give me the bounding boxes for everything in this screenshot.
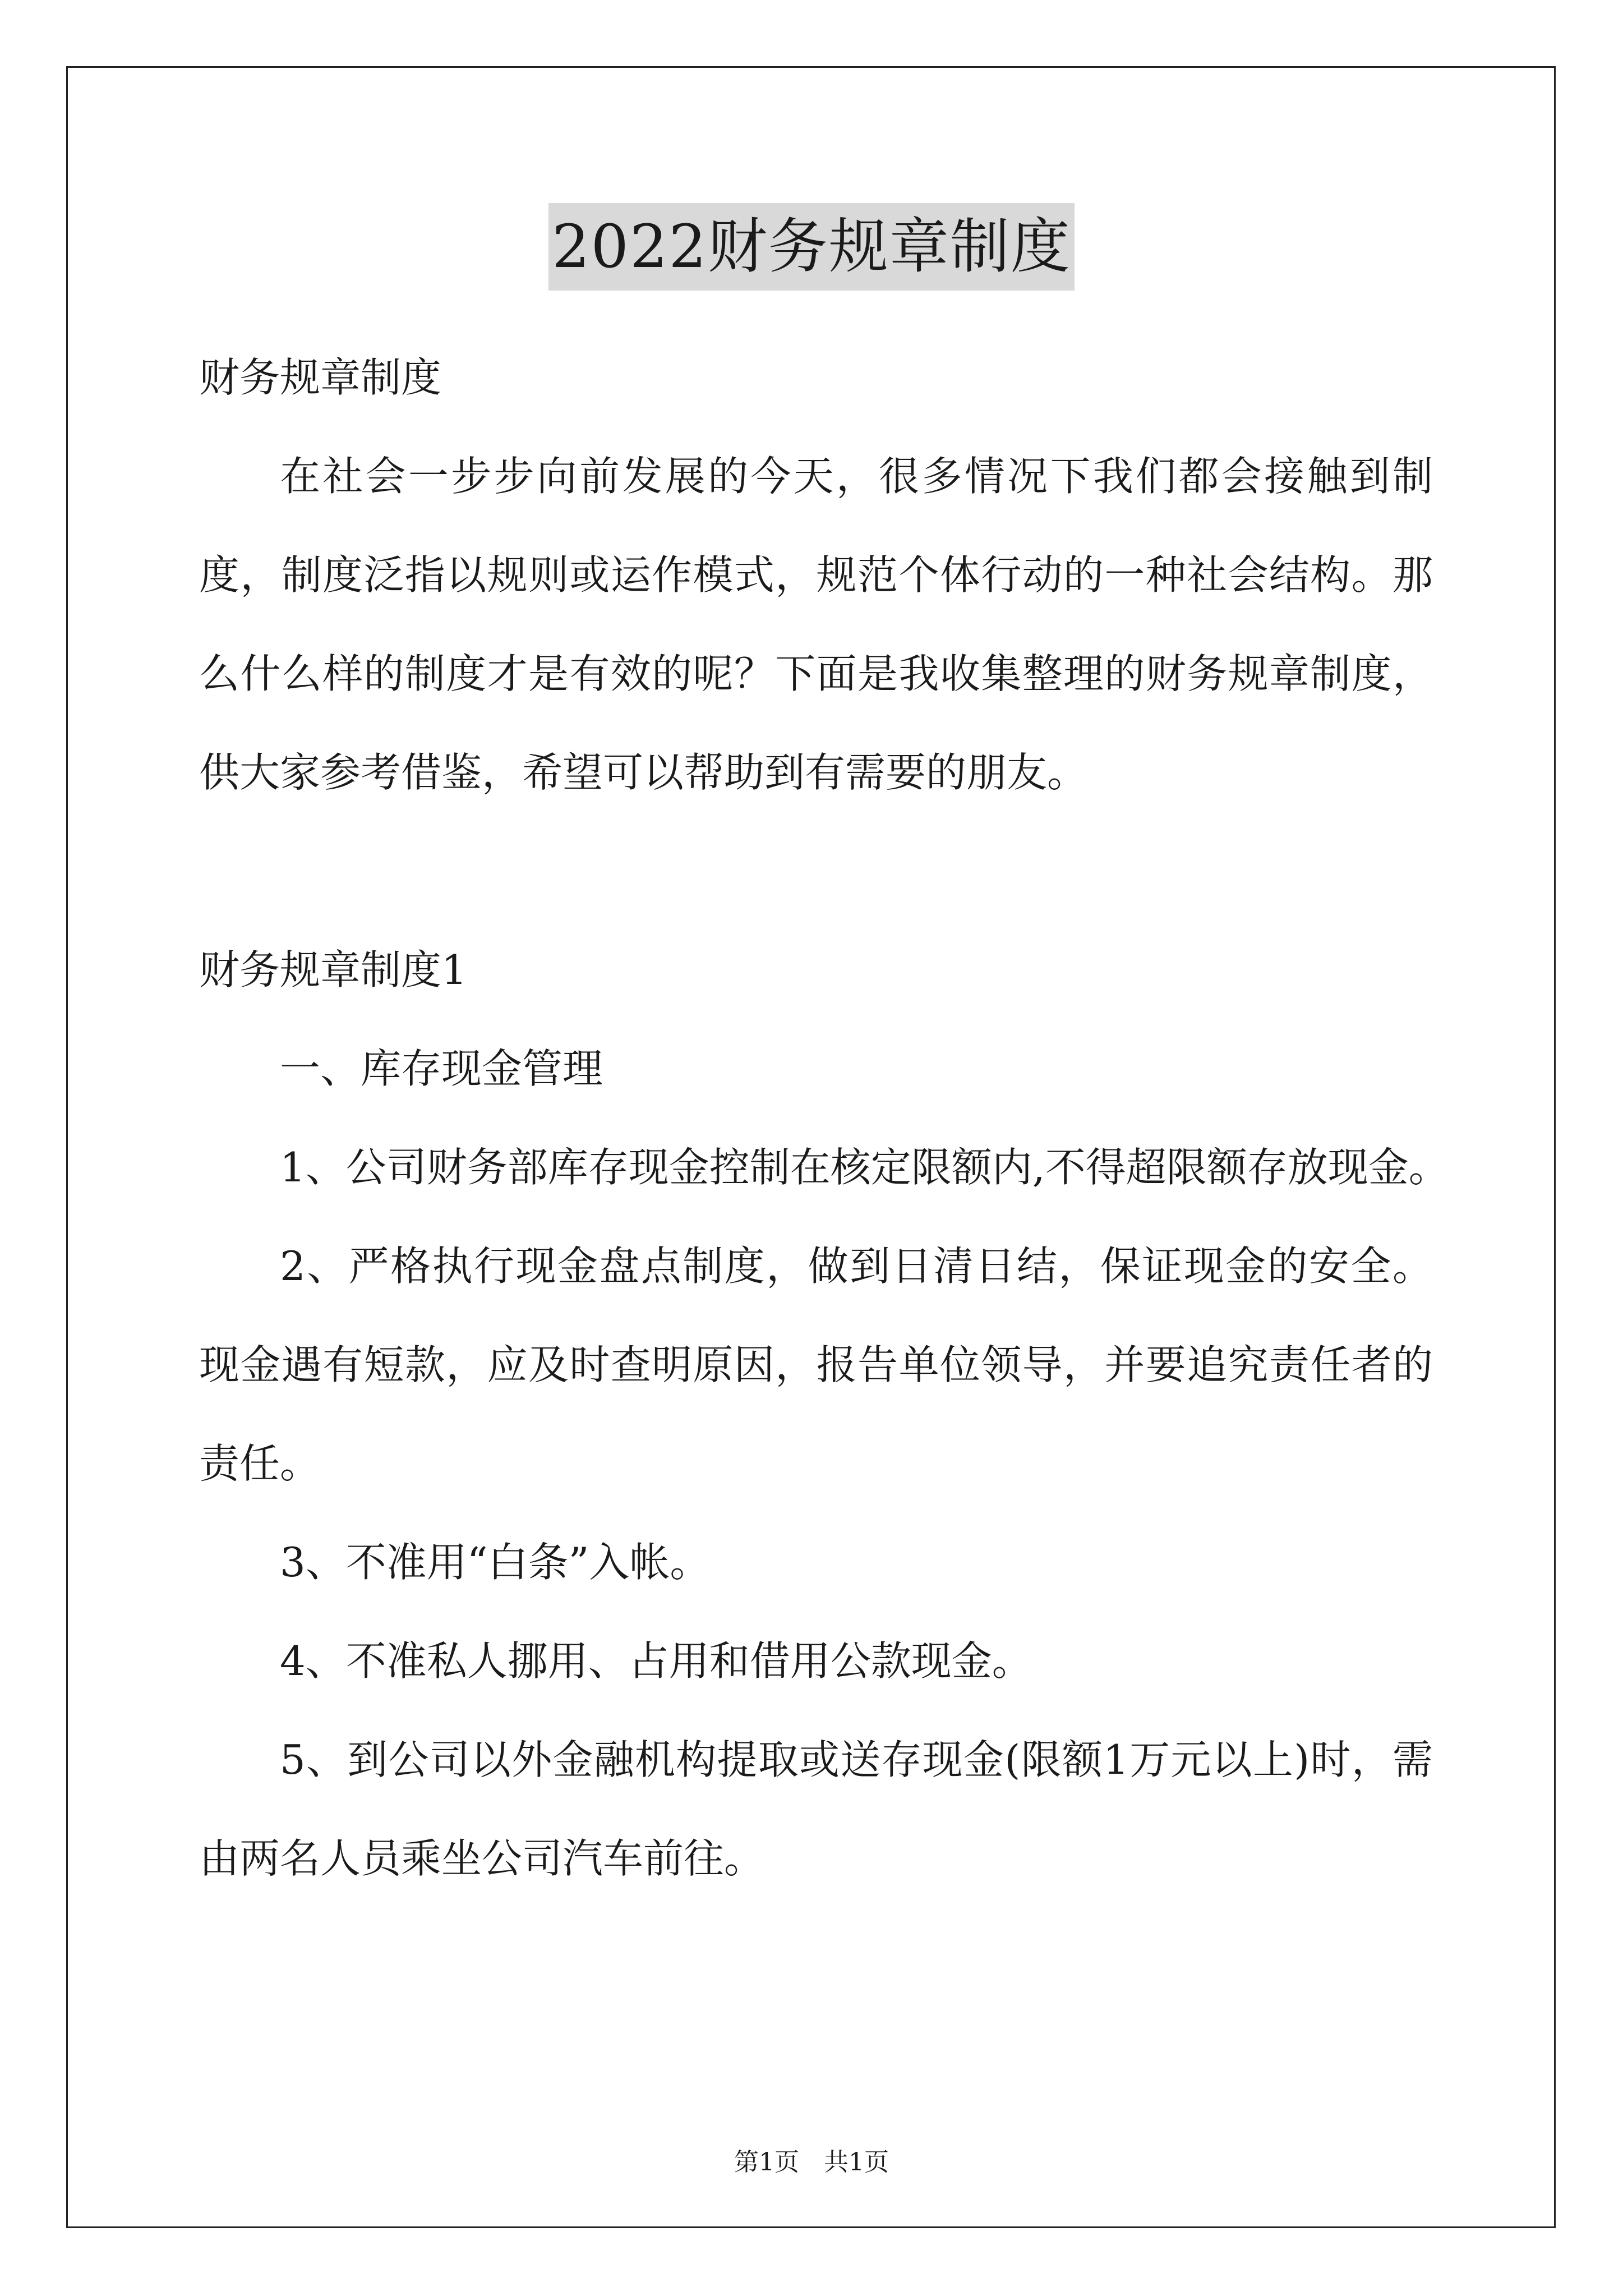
paragraph-gap — [199, 822, 1433, 921]
section-heading: 一、库存现金管理 — [280, 1045, 603, 1092]
page-footer: 第1页 共1页 — [734, 2148, 889, 2177]
list-item: 1、公司财务部库存现金控制在核定限额内,不得超限额存放现金。 — [280, 1144, 1449, 1191]
list-item: 4、不准私人挪用、占用和借用公款现金。 — [280, 1637, 1032, 1685]
list-item: 3、不准用“白条”入帐。 — [280, 1539, 711, 1586]
intro-paragraph: 在社会一步步向前发展的今天，很多情况下我们都会接触到制度，制度泛指以规则或运作模式，规范个体行动的一种社会结构。那么什么样的制度才是有效的呢？下面是我收集整理的财务规章制度，供大家参考借鉴，希望可以帮助到有需要的朋友。 — [199, 453, 1433, 796]
list-item: 5、到公司以外金融机构提取或送存现金(限额1万元以上)时，需由两名人员乘坐公司汽车前往。 — [199, 1736, 1433, 1882]
title-container — [0, 203, 1623, 291]
document-body — [199, 328, 1449, 1908]
section-title: 财务规章制度1 — [199, 946, 467, 993]
main-heading: 财务规章制度 — [199, 354, 442, 401]
document-title: 2022财务规章制度 — [548, 203, 1075, 291]
list-item: 2、严格执行现金盘点制度，做到日清日结，保证现金的安全。现金遇有短款，应及时查明原因，报告单位领导，并要追究责任者的责任。 — [199, 1243, 1433, 1487]
